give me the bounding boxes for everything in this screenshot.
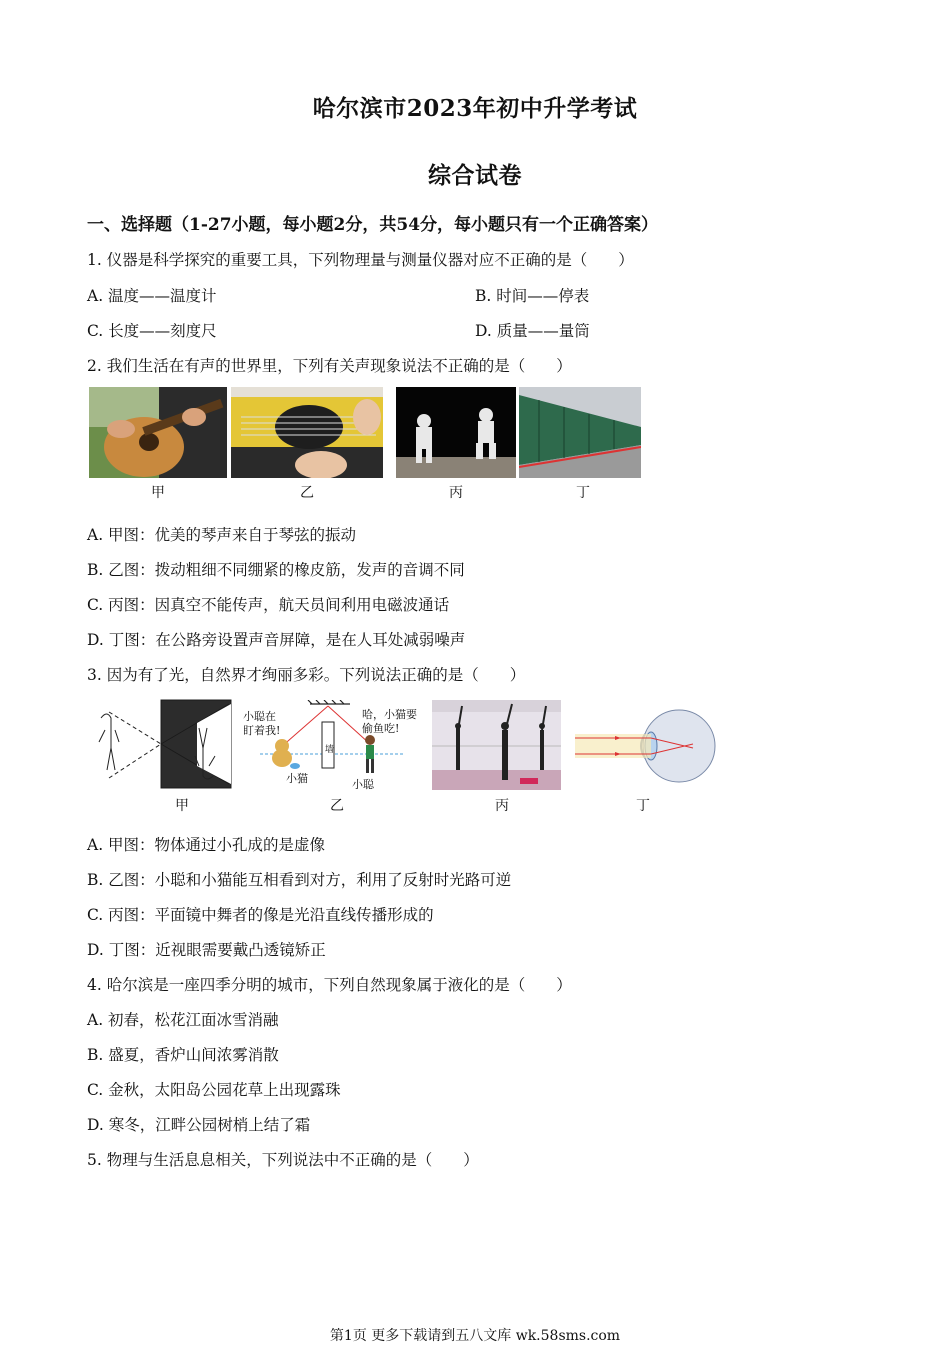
cong-speech-line-1: 小聪在 [243,710,276,723]
cong-label: 小聪 [352,778,374,791]
question-3-option-a: A. 甲图：物体通过小孔成的是虚像 [87,836,326,854]
q3-caption-ding: 丁 [636,798,650,814]
q2-caption-bing: 丙 [449,485,463,501]
question-3-option-b: B. 乙图：小聪和小猫能互相看到对方，利用了反射时光路可逆 [87,871,512,889]
question-1-option-b: B. 时间——停表 [475,287,590,305]
q2-caption-jia: 甲 [151,485,165,501]
question-3-option-c: C. 丙图：平面镜中舞者的像是光沿直线传播形成的 [87,906,434,924]
question-5-stem: 5. 物理与生活息息相关，下列说法中不正确的是（ ） [87,1151,479,1169]
cong-speech-line-2: 盯着我! [243,724,281,737]
question-3-stem: 3. 因为有了光，自然界才绚丽多彩。下列说法正确的是（ ） [87,666,526,684]
exam-subtitle: 综合试卷 [428,162,522,189]
dancers-mirror-photo [432,700,561,790]
question-3-option-d: D. 丁图：近视眼需要戴凸透镜矫正 [87,941,326,959]
wall-label: 墙 [325,745,335,755]
question-4-option-c: C. 金秋，太阳岛公园花草上出现露珠 [87,1081,341,1099]
question-1-stem: 1. 仪器是科学探究的重要工具，下列物理量与测量仪器对应不正确的是（ ） [87,251,634,269]
question-2-option-b: B. 乙图：拨动粗细不同绷紧的橡皮筋，发声的音调不同 [87,561,465,579]
cat-speech-line-2: 偷鱼吃! [362,722,400,735]
question-1-option-d: D. 质量——量筒 [475,322,590,340]
question-4-option-b: B. 盛夏，香炉山间浓雾消散 [87,1046,279,1064]
question-2-option-a: A. 甲图：优美的琴声来自于琴弦的振动 [87,526,357,544]
question-2-stem: 2. 我们生活在有声的世界里，下列有关声现象说法不正确的是（ ） [87,357,572,375]
astronauts-photo [396,387,516,478]
question-2-option-c: C. 丙图：因真空不能传声，航天员间利用电磁波通话 [87,596,450,614]
question-1-option-c: C. 长度——刻度尺 [87,322,217,340]
cat-speech-line-1: 哈，小猫要 [362,708,417,721]
q2-caption-ding: 丁 [576,485,590,501]
eye-lens-diagram [575,704,721,786]
q3-caption-bing: 丙 [495,798,509,814]
question-4-option-d: D. 寒冬，江畔公园树梢上结了霜 [87,1116,311,1134]
question-2-option-d: D. 丁图：在公路旁设置声音屏障，是在人耳处减弱噪声 [87,631,466,649]
exam-title: 哈尔滨市2023年初中升学考试 [312,95,638,122]
rubber-band-box-photo [231,387,383,478]
question-4-option-a: A. 初春，松花江面冰雪消融 [87,1011,279,1029]
q3-caption-jia: 甲 [175,798,189,814]
page-footer: 第1页 更多下载请到五八文库 wk.58sms.com [329,1328,621,1344]
cat-label: 小猫 [286,772,308,785]
question-1-option-a: A. 温度——温度计 [87,287,217,305]
guitar-photo [89,387,227,478]
section-heading: 一、选择题（1-27小题，每小题2分，共54分，每小题只有一个正确答案） [87,215,659,235]
question-4-stem: 4. 哈尔滨是一座四季分明的城市，下列自然现象属于液化的是（ ） [87,976,572,994]
pinhole-diagram [89,698,237,790]
noise-barrier-photo [519,387,641,478]
q3-caption-yi: 乙 [330,798,344,814]
q2-caption-yi: 乙 [300,485,314,501]
